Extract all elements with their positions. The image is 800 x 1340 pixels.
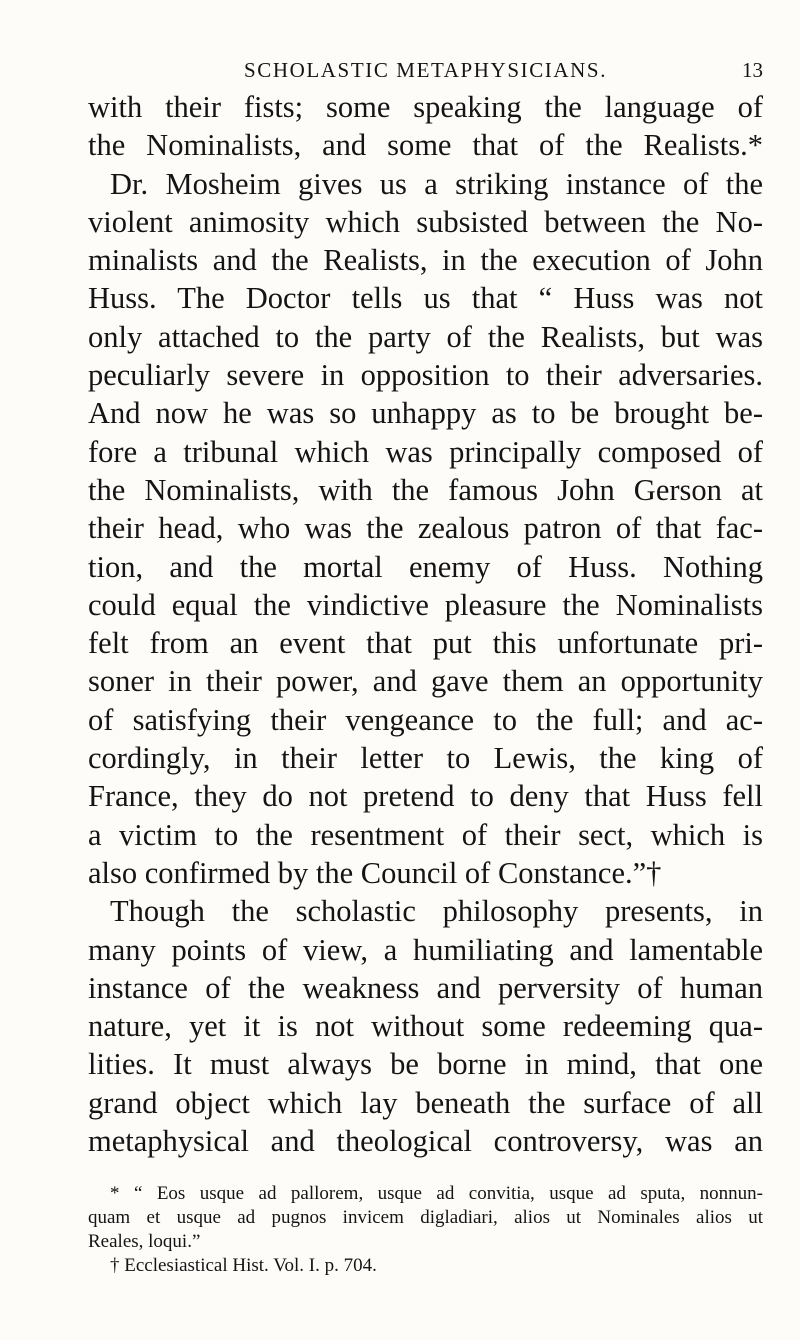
body-line: only attached to the party of the Realists, but was [88, 319, 763, 354]
body-line: And now he was so unhappy as to be brought be- [88, 396, 763, 431]
body-line: tion, and the mortal enemy of Huss. Nothing [88, 549, 763, 584]
footnote-line: † Ecclesiastical Hist. Vol. I. p. 704. [110, 1255, 377, 1277]
footnotes [88, 1182, 763, 1278]
footnote-line: Reales, loqui.” [88, 1231, 201, 1253]
body-line: nature, yet it is not without some redeeming qua- [88, 1009, 763, 1044]
body-line: France, they do not pretend to deny that Huss fell [88, 779, 763, 814]
body-line: could equal the vindictive pleasure the Nominalists [88, 587, 763, 622]
body-line: their head, who was the zealous patron of that fac- [88, 511, 763, 546]
body-line: also confirmed by the Council of Constance.”† [88, 855, 662, 890]
body-line: metaphysical and theological controversy, was an [88, 1124, 763, 1159]
footnote-line: * “ Eos usque ad pallorem, usque ad convitia, usque ad sputa, nonnun- [110, 1183, 763, 1205]
body-line: violent animosity which subsisted between the No- [88, 204, 763, 239]
body-line: peculiarly severe in opposition to their adversaries. [88, 358, 763, 393]
body-line: with their fists; some speaking the language of [88, 90, 763, 124]
body-line: a victim to the resentment of their sect, which is [88, 817, 763, 852]
body-line: of satisfying their vengeance to the full; and ac- [88, 702, 763, 737]
body-line: instance of the weakness and perversity of human [88, 970, 763, 1005]
body-line: lities. It must always be borne in mind, that one [88, 1047, 763, 1082]
body-line: minalists and the Realists, in the execution of John [88, 243, 763, 278]
body-line: Though the scholastic philosophy presents, in [110, 894, 763, 929]
body-line: Dr. Mosheim gives us a striking instance of the [110, 166, 763, 201]
body-line: grand object which lay beneath the surface of all [88, 1085, 763, 1120]
page-number: 13 [742, 58, 763, 82]
footnote-line: quam et usque ad pugnos invicem digladiari, alios ut Nominales alios ut [88, 1207, 763, 1229]
body-line: Huss. The Doctor tells us that “ Huss was not [88, 281, 763, 316]
body-line: many points of view, a humiliating and lamentable [88, 932, 763, 967]
body-line: fore a tribunal which was principally composed of [88, 434, 763, 469]
running-head [88, 48, 763, 88]
body-line: felt from an event that put this unfortunate pri- [88, 626, 763, 661]
body-text [88, 88, 763, 1160]
body-line: the Nominalists, and some that of the Realists.* [88, 128, 763, 163]
book-page [88, 48, 763, 1308]
body-line: the Nominalists, with the famous John Gerson at [88, 472, 763, 507]
running-title: SCHOLASTIC METAPHYSICIANS. [243, 58, 608, 82]
body-line: soner in their power, and gave them an opportunity [88, 664, 763, 699]
body-line: cordingly, in their letter to Lewis, the king of [88, 741, 763, 776]
